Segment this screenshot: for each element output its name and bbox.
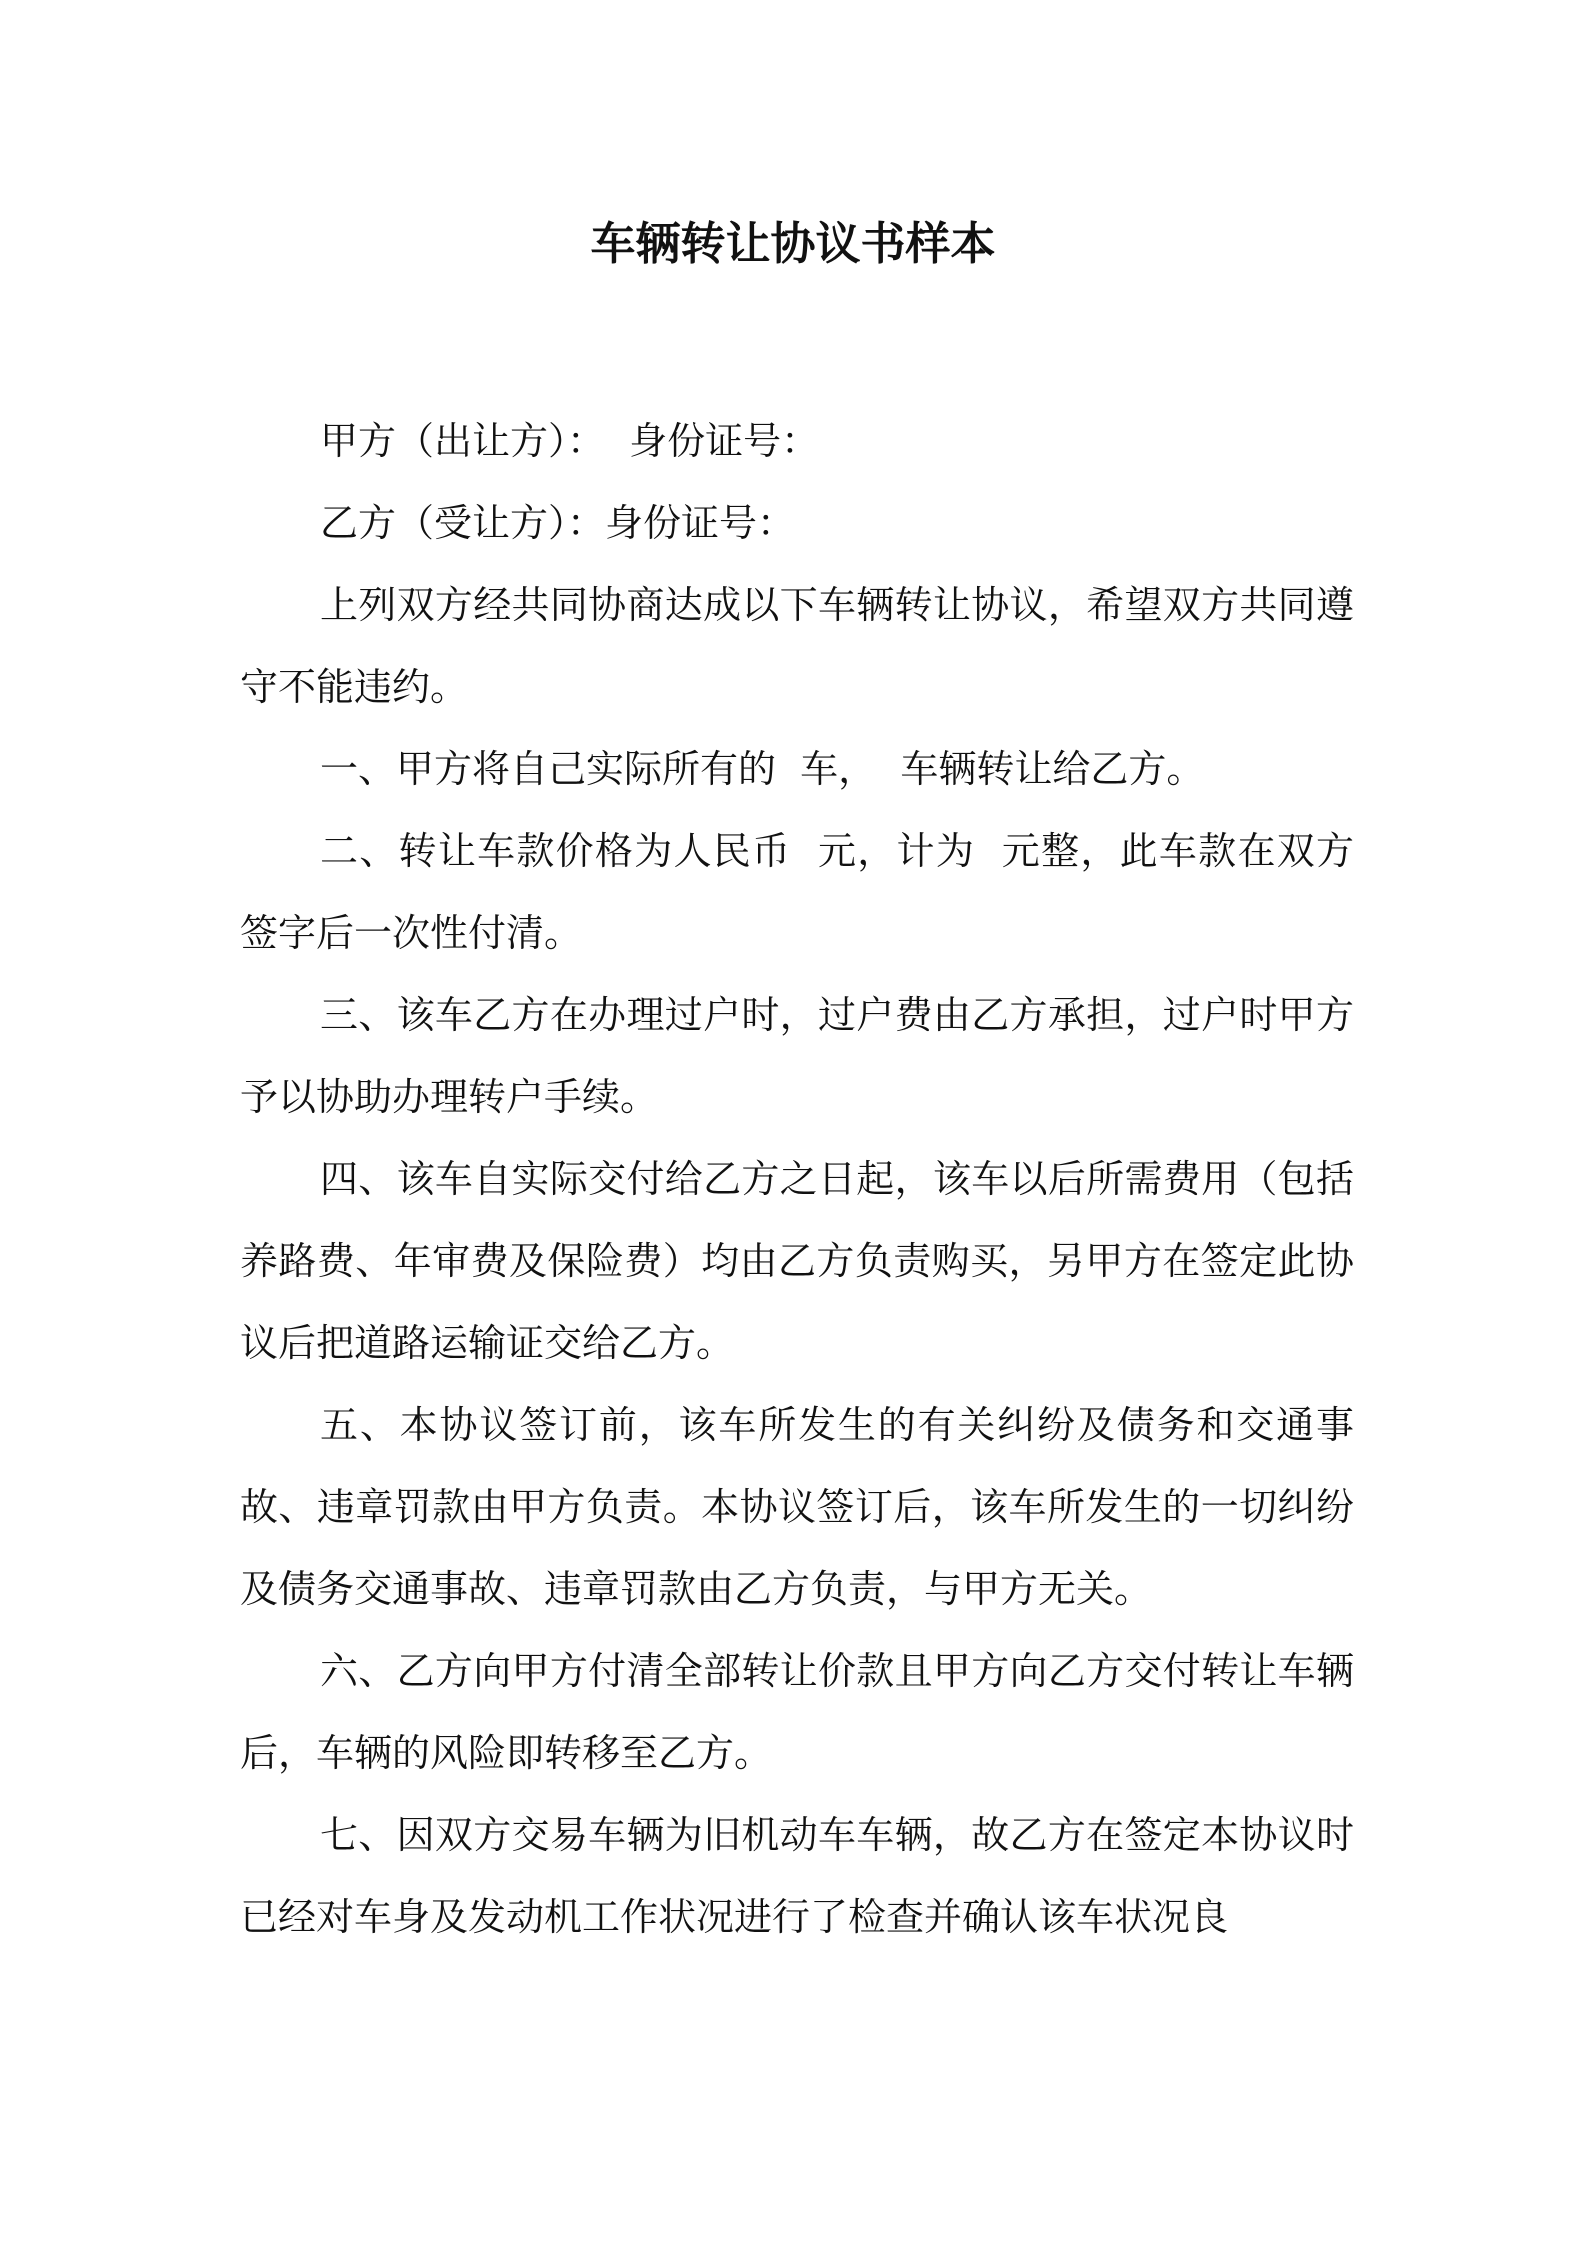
document-body [240, 400, 1354, 1958]
preamble-paragraph: 上列双方经共同协商达成以下车辆转让协议，希望双方共同遵守不能违约。 [240, 583, 1354, 709]
clause-2: 二、转让车款价格为人民币 元，计为 元整，此车款在双方签字后一次性付清。 [240, 829, 1354, 955]
clause-6: 六、乙方向甲方付清全部转让价款且甲方向乙方交付转让车辆后，车辆的风险即转移至乙方。 [240, 1649, 1354, 1775]
clause-5: 五、本协议签订前，该车所发生的有关纠纷及债务和交通事故、违章罚款由甲方负责。本协议签订后，该车所发生的一切纠纷及债务交通事故、违章罚款由乙方负责，与甲方无关。 [240, 1403, 1354, 1611]
clause-7: 七、因双方交易车辆为旧机动车车辆，故乙方在签定本协议时已经对车身及发动机工作状况进行了检查并确认该车状况良 [240, 1813, 1354, 1939]
clause-1: 一、甲方将自己实际所有的 车， 车辆转让给乙方。 [320, 747, 1205, 791]
party-b-line: 乙方（受让方）：身份证号： [320, 501, 796, 545]
clause-4: 四、该车自实际交付给乙方之日起，该车以后所需费用（包括养路费、年审费及保险费）均由乙方负责购买，另甲方在签定此协议后把道路运输证交给乙方。 [240, 1157, 1354, 1365]
party-a-line: 甲方（出让方）： 身份证号： [320, 419, 820, 463]
clause-3: 三、该车乙方在办理过户时，过户费由乙方承担，过户时甲方予以协助办理转户手续。 [240, 993, 1354, 1119]
document-title: 车辆转让协议书样本 [590, 217, 996, 270]
